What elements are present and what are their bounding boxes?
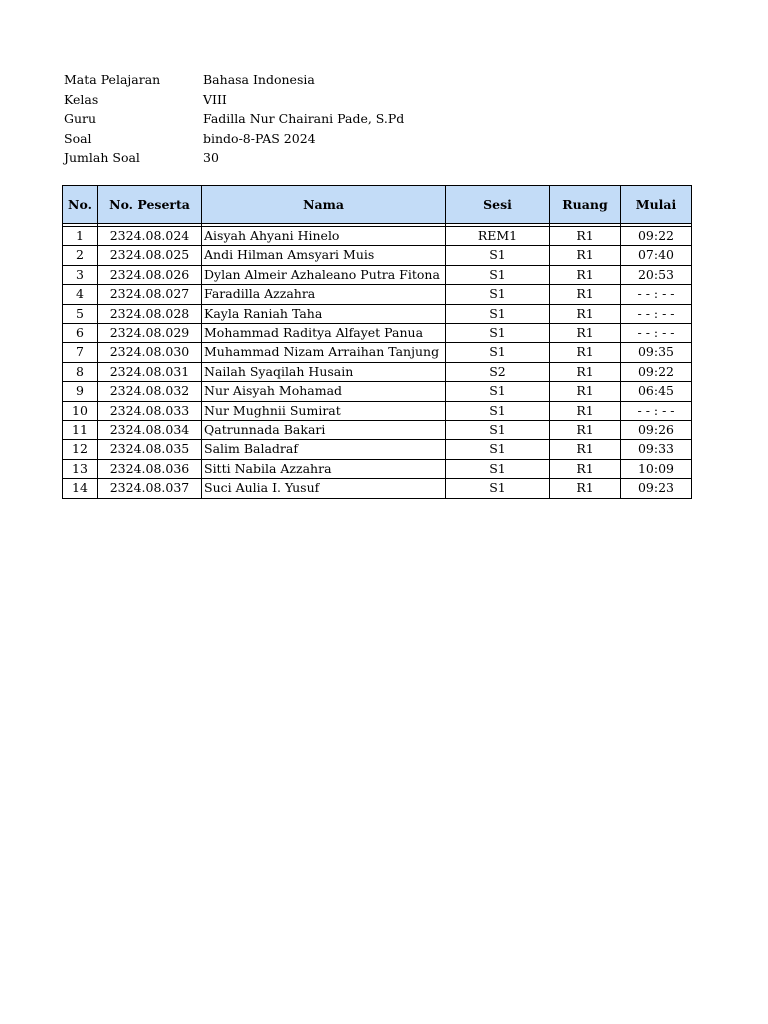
cell-room: R1: [550, 362, 621, 381]
cell-name: Nur Mughnii Sumirat: [202, 401, 446, 420]
cell-session: S1: [446, 479, 550, 498]
cell-session: S1: [446, 421, 550, 440]
header-name: Nama: [202, 186, 446, 224]
cell-name: Qatrunnada Bakari: [202, 421, 446, 440]
cell-no: 12: [63, 440, 98, 459]
cell-room: R1: [550, 324, 621, 343]
cell-no: 11: [63, 421, 98, 440]
cell-name: Nur Aisyah Mohamad: [202, 382, 446, 401]
cell-name: Aisyah Ahyani Hinelo: [202, 227, 446, 246]
cell-name: Nailah Syaqilah Husain: [202, 362, 446, 381]
cell-no: 7: [63, 343, 98, 362]
table-row: [63, 421, 692, 440]
cell-no: 6: [63, 324, 98, 343]
cell-room: R1: [550, 440, 621, 459]
cell-participant-number: 2324.08.030: [98, 343, 202, 362]
cell-name: Sitti Nabila Azzahra: [202, 459, 446, 478]
table-row: [63, 459, 692, 478]
header-session: Sesi: [446, 186, 550, 224]
cell-participant-number: 2324.08.033: [98, 401, 202, 420]
cell-participant-number: 2324.08.032: [98, 382, 202, 401]
document-info: [64, 70, 404, 168]
table-row: [63, 479, 692, 498]
cell-room: R1: [550, 246, 621, 265]
cell-no: 3: [63, 265, 98, 284]
cell-name: Salim Baladraf: [202, 440, 446, 459]
cell-no: 1: [63, 227, 98, 246]
cell-participant-number: 2324.08.031: [98, 362, 202, 381]
cell-session: S1: [446, 285, 550, 304]
cell-participant-number: 2324.08.029: [98, 324, 202, 343]
info-row-teacher: [64, 109, 404, 129]
cell-participant-number: 2324.08.037: [98, 479, 202, 498]
cell-room: R1: [550, 479, 621, 498]
info-value: Fadilla Nur Chairani Pade, S.Pd: [203, 111, 405, 126]
cell-room: R1: [550, 421, 621, 440]
cell-start-time: - - : - -: [621, 285, 692, 304]
table-row: [63, 343, 692, 362]
cell-name: Andi Hilman Amsyari Muis: [202, 246, 446, 265]
cell-no: 9: [63, 382, 98, 401]
cell-no: 10: [63, 401, 98, 420]
cell-session: S1: [446, 401, 550, 420]
info-value: 30: [203, 150, 219, 165]
table-row: [63, 324, 692, 343]
table-row: [63, 285, 692, 304]
cell-start-time: - - : - -: [621, 324, 692, 343]
info-row-exam: [64, 129, 404, 149]
cell-session: S1: [446, 246, 550, 265]
cell-participant-number: 2324.08.035: [98, 440, 202, 459]
cell-no: 8: [63, 362, 98, 381]
cell-start-time: 07:40: [621, 246, 692, 265]
cell-participant-number: 2324.08.025: [98, 246, 202, 265]
cell-no: 14: [63, 479, 98, 498]
cell-start-time: 09:22: [621, 227, 692, 246]
cell-session: S1: [446, 265, 550, 284]
header-room: Ruang: [550, 186, 621, 224]
header-no: No.: [63, 186, 98, 224]
cell-participant-number: 2324.08.024: [98, 227, 202, 246]
cell-session: S1: [446, 343, 550, 362]
cell-start-time: - - : - -: [621, 401, 692, 420]
table-row: [63, 382, 692, 401]
cell-name: Mohammad Raditya Alfayet Panua: [202, 324, 446, 343]
cell-no: 2: [63, 246, 98, 265]
info-value: Bahasa Indonesia: [203, 72, 315, 87]
cell-name: Kayla Raniah Taha: [202, 304, 446, 323]
cell-no: 5: [63, 304, 98, 323]
cell-room: R1: [550, 227, 621, 246]
cell-participant-number: 2324.08.034: [98, 421, 202, 440]
info-label: Guru: [64, 111, 97, 126]
cell-no: 13: [63, 459, 98, 478]
cell-room: R1: [550, 382, 621, 401]
cell-start-time: 06:45: [621, 382, 692, 401]
table-row: [63, 227, 692, 246]
cell-session: S1: [446, 324, 550, 343]
cell-room: R1: [550, 401, 621, 420]
cell-name: Faradilla Azzahra: [202, 285, 446, 304]
cell-start-time: 09:26: [621, 421, 692, 440]
cell-session: S2: [446, 362, 550, 381]
cell-start-time: - - : - -: [621, 304, 692, 323]
cell-participant-number: 2324.08.027: [98, 285, 202, 304]
info-value: VIII: [203, 91, 227, 107]
cell-name: Muhammad Nizam Arraihan Tanjung: [202, 343, 446, 362]
cell-no: 4: [63, 285, 98, 304]
info-row-question-count: [64, 148, 404, 168]
cell-room: R1: [550, 343, 621, 362]
table-row: [63, 440, 692, 459]
cell-participant-number: 2324.08.036: [98, 459, 202, 478]
cell-room: R1: [550, 285, 621, 304]
cell-start-time: 09:35: [621, 343, 692, 362]
cell-name: Suci Aulia I. Yusuf: [202, 479, 446, 498]
header-start-time: Mulai: [621, 186, 692, 224]
info-label: Kelas: [64, 91, 99, 107]
cell-start-time: 09:22: [621, 362, 692, 381]
cell-start-time: 09:23: [621, 479, 692, 498]
cell-session: REM1: [446, 227, 550, 246]
cell-start-time: 20:53: [621, 265, 692, 284]
cell-session: S1: [446, 304, 550, 323]
cell-room: R1: [550, 265, 621, 284]
info-label: Jumlah Soal: [64, 150, 140, 165]
table-row: [63, 304, 692, 323]
info-label: Mata Pelajaran: [64, 72, 161, 87]
cell-session: S1: [446, 459, 550, 478]
table-header-row: [63, 186, 692, 224]
info-row-class: [64, 90, 404, 110]
info-label: Soal: [64, 130, 92, 146]
header-participant-number: No. Peserta: [98, 186, 202, 224]
cell-room: R1: [550, 459, 621, 478]
table-row: [63, 362, 692, 381]
table-body: [63, 224, 692, 499]
table-row: [63, 401, 692, 420]
cell-start-time: 10:09: [621, 459, 692, 478]
info-row-subject: [64, 70, 404, 90]
cell-participant-number: 2324.08.028: [98, 304, 202, 323]
table-row: [63, 265, 692, 284]
cell-start-time: 09:33: [621, 440, 692, 459]
participant-table: [62, 185, 692, 499]
cell-participant-number: 2324.08.026: [98, 265, 202, 284]
info-value: bindo-8-PAS 2024: [203, 130, 316, 146]
cell-room: R1: [550, 304, 621, 323]
cell-name: Dylan Almeir Azhaleano Putra Fitona: [202, 265, 446, 284]
cell-session: S1: [446, 382, 550, 401]
table-row: [63, 246, 692, 265]
cell-session: S1: [446, 440, 550, 459]
